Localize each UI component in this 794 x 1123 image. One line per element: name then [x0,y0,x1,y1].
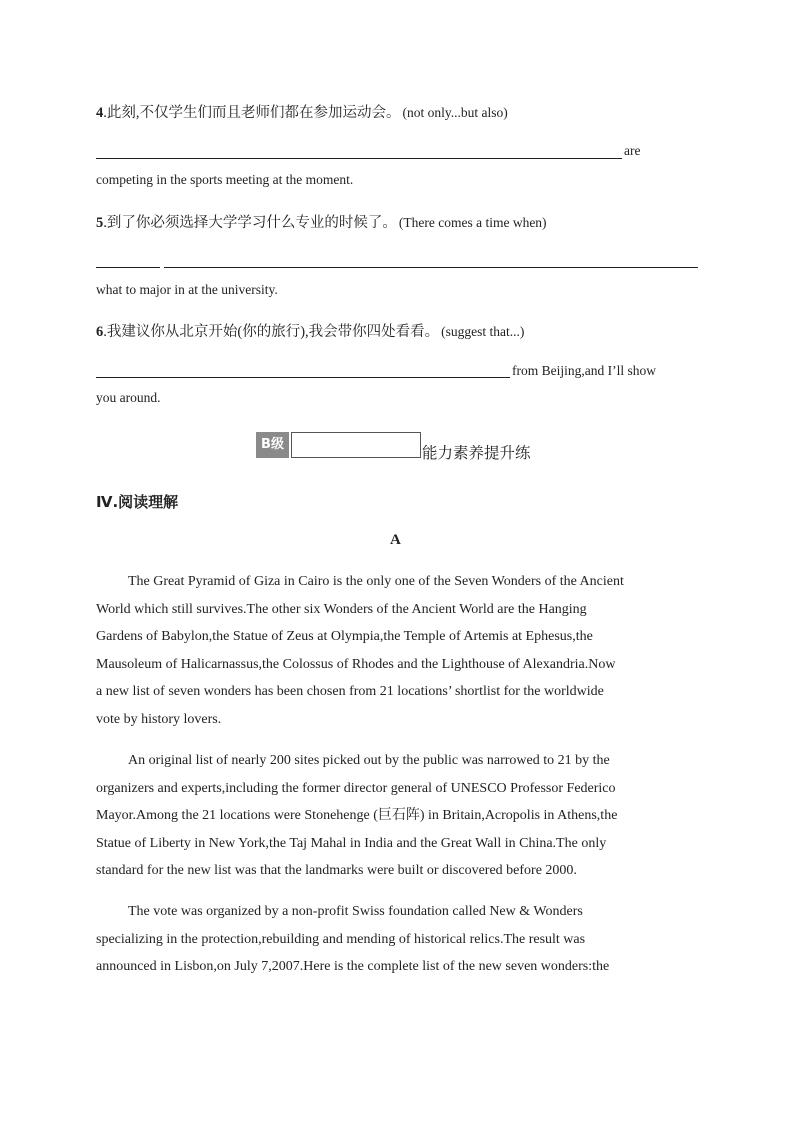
paragraph-3 [96,898,696,981]
answer-tail-text: from Beijing,and I’ll show [512,363,656,378]
paragraph-line: vote by history lovers. [96,711,222,727]
paragraph-1 [96,568,696,734]
exercise-hint: (suggest that...) [441,324,525,339]
section-heading: Ⅳ.阅读理解 [96,493,179,511]
exercise-number: 5 [96,215,104,231]
paragraph-line: The Great Pyramid of Giza in Cairo is the only one of the Seven Wonders of the Ancient [128,574,624,589]
paragraph-line: World which still survives.The other six Wonders of the Ancient World are the Hanging [96,601,587,617]
paragraph-line: Mausoleum of Halicarnassus,the Colossus of Rhodes and the Lighthouse of Alexandria.Now [96,656,616,672]
paragraph-line: a new list of seven wonders has been chosen from 21 locations’ shortlist for the worldwide [96,684,604,700]
paragraph-line: standard for the new list was that the landmarks were built or discovered before 2000. [96,863,577,879]
paragraph-line: Statue of Liberty in New York,the Taj Mahal in India and the Great Wall in China.The only [96,835,607,851]
answer-blank-line[interactable] [164,267,698,268]
exercise-5-prompt [96,211,547,232]
answer-continuation: competing in the sports meeting at the moment. [96,172,354,187]
paragraph-line: specializing in the protection,rebuilding and mending of historical relics.The result was [96,931,586,947]
exercise-hint: (There comes a time when) [398,215,547,230]
answer-tail-text: are [624,143,641,158]
paragraph-line: Gardens of Babylon,the Statue of Zeus at Olympia,the Temple of Artemis at Ephesus,the [96,629,593,645]
paragraph-line: Mayor.Among the 21 locations were Stonehenge (巨石阵) in Britain,Acropolis in Athens,the [96,808,618,824]
paragraph-line: organizers and experts,including the former director general of UNESCO Professor Federico [96,780,616,796]
level-badge: B级 [256,432,289,458]
answer-blank-line[interactable] [96,267,160,268]
exercise-number: 4 [96,105,104,121]
exercise-hint: (not only...but also) [402,105,508,120]
passage-label: A [390,532,401,548]
answer-blank-line[interactable] [96,158,622,159]
exercise-chinese: .到了你必须选择大学学习什么专业的时候了。 [103,215,397,231]
paragraph-line: An original list of nearly 200 sites picked out by the public was narrowed to 21 by the [128,753,610,768]
level-badge-box [291,432,421,458]
paragraph-line: The vote was organized by a non-profit Swiss foundation called New & Wonders [128,904,583,919]
answer-blank-line[interactable] [96,377,510,378]
paragraph-2 [96,747,696,885]
exercise-chinese: .此刻,不仅学生们而且老师们都在参加运动会。 [103,105,401,121]
level-title: 能力素养提升练 [422,444,531,462]
exercise-chinese: .我建议你从北京开始(你的旅行),我会带你四处看看。 [103,324,440,340]
exercise-number: 6 [96,324,104,340]
exercise-6-prompt [96,320,524,341]
exercise-4-prompt [96,101,508,122]
paragraph-line: announced in Lisbon,on July 7,2007.Here is the complete list of the new seven wonders:the [96,959,610,975]
answer-continuation: you around. [96,390,161,405]
answer-continuation: what to major in at the university. [96,282,278,297]
